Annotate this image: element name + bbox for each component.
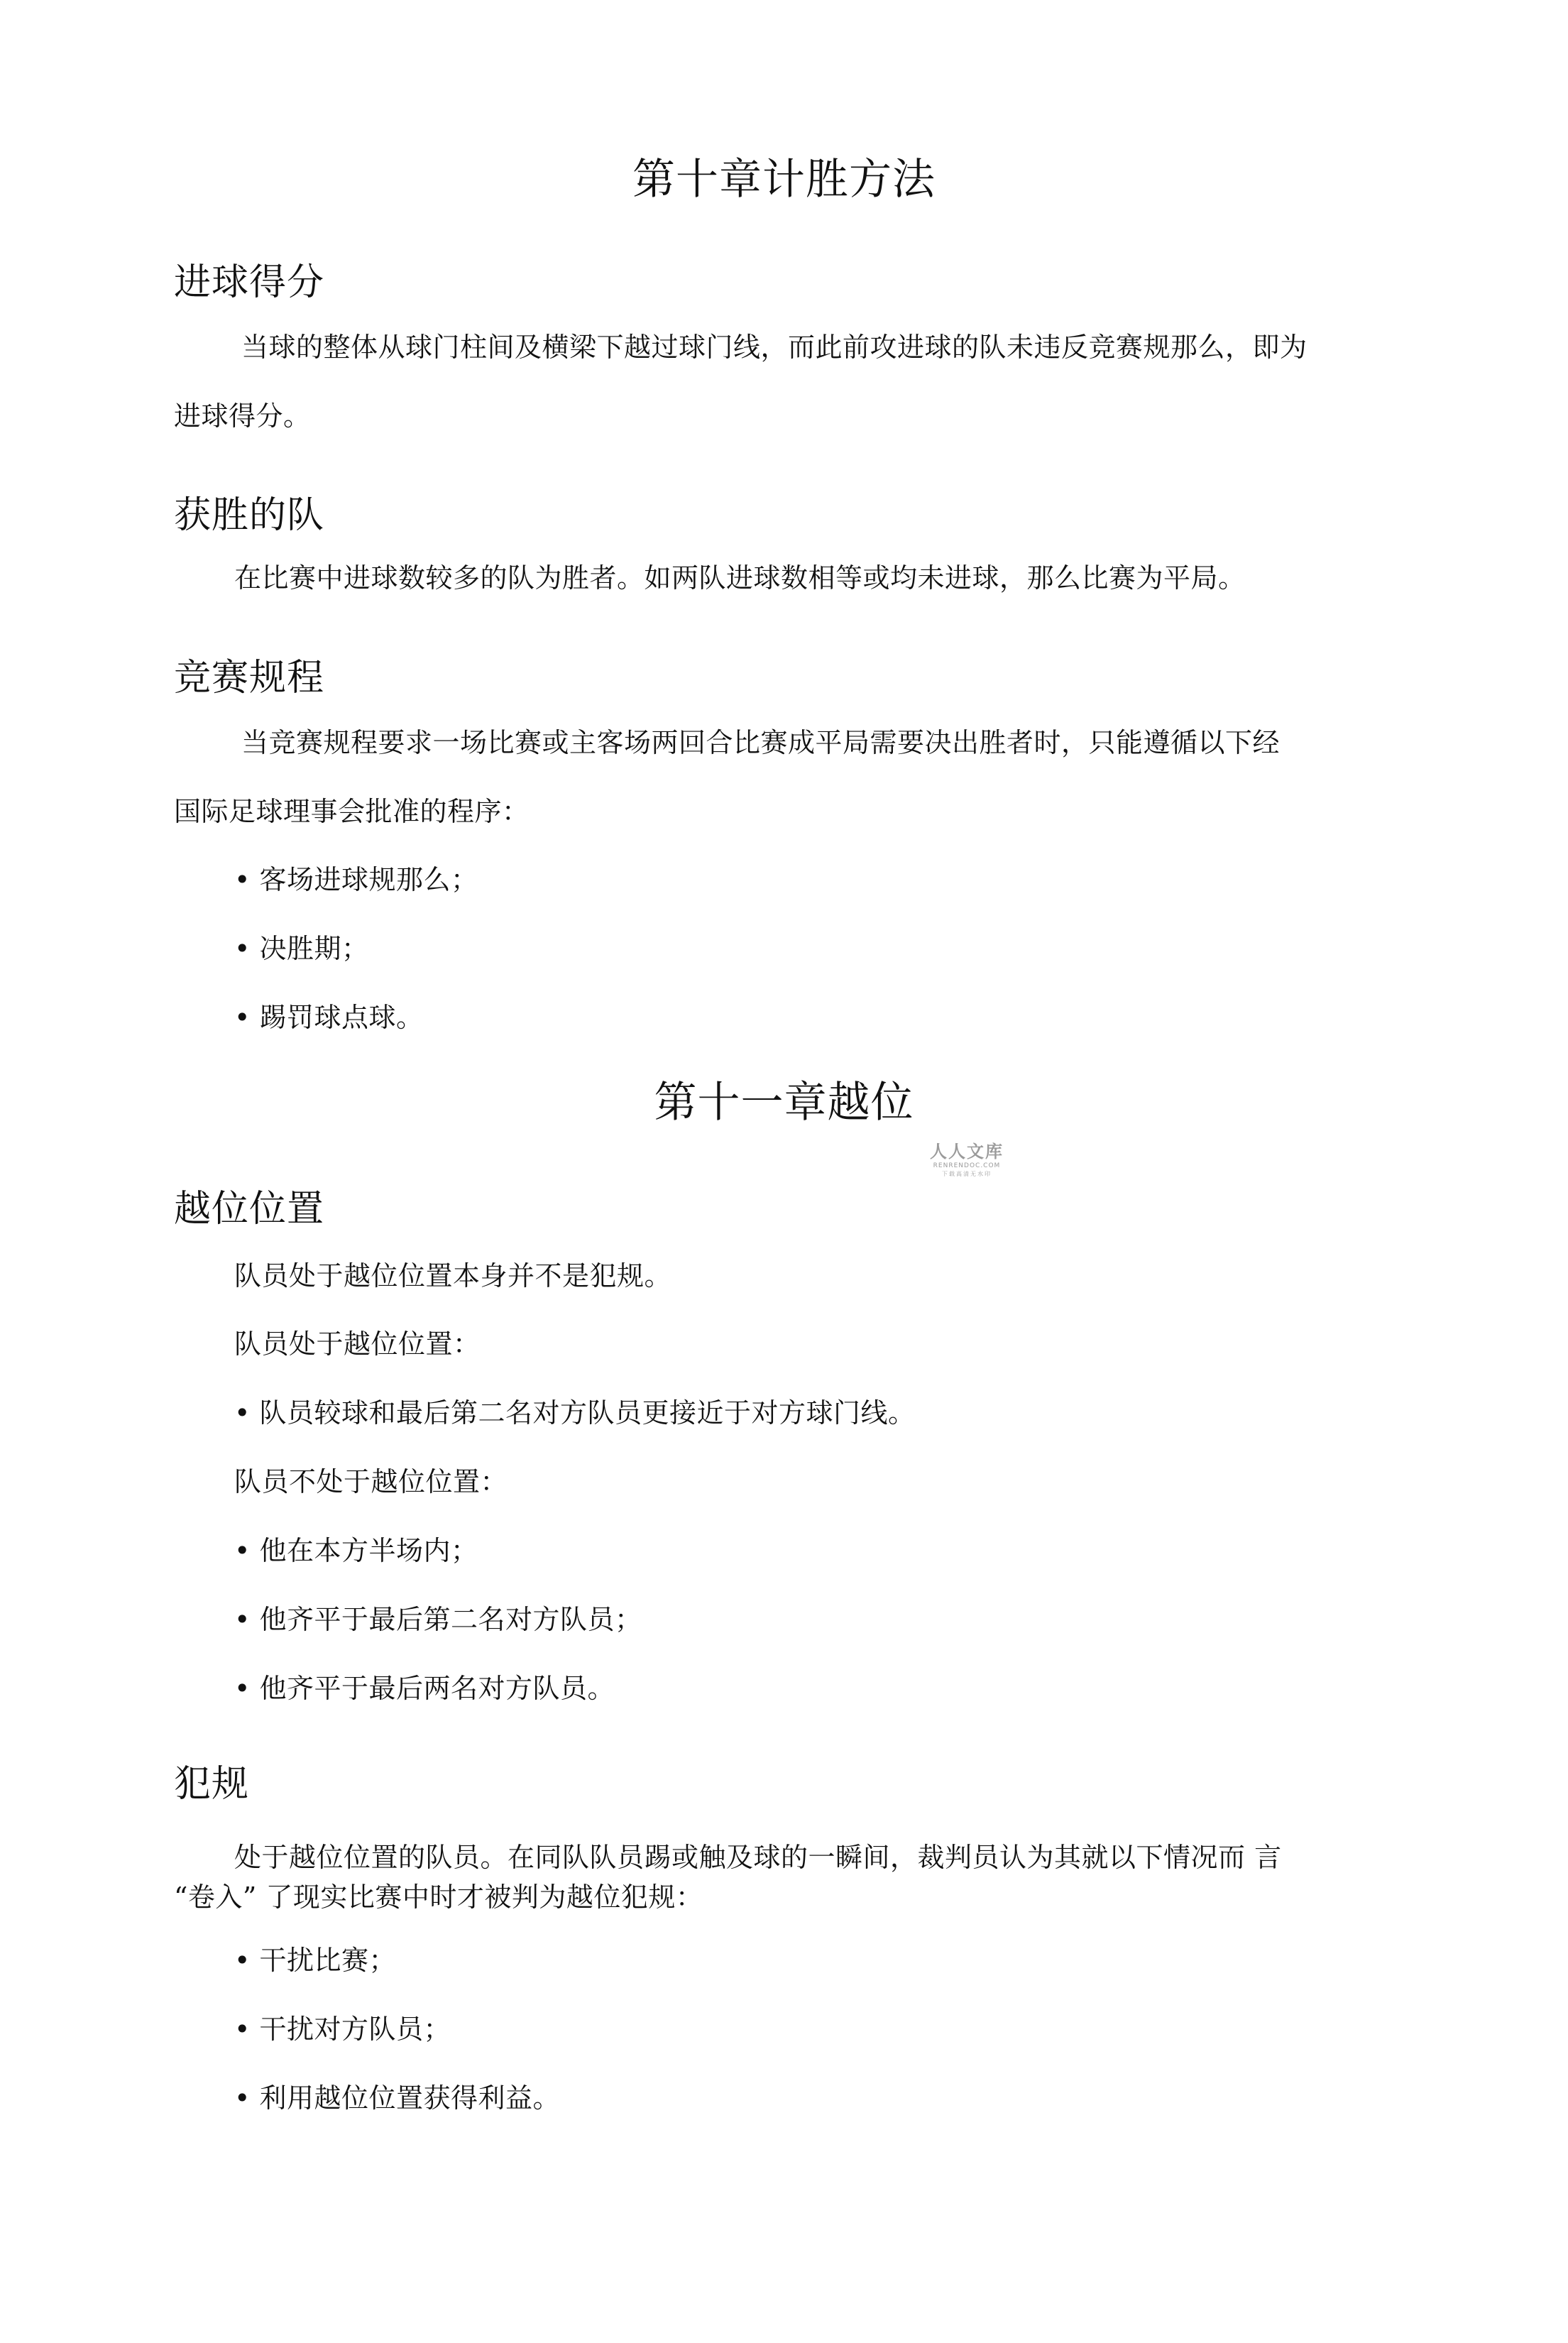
not-offside-bullet-1: • 他在本方半场内； — [234, 1535, 478, 1566]
winning-team-line-1: 在比赛中进球数较多的队为胜者。如两队进球数相等或均未进球，那么比赛为平局。 — [234, 562, 1246, 594]
watermark-sub2-text: 下载高清无水印 — [942, 1171, 992, 1177]
competition-rules-bullet-3: • 踢罚球点球。 — [234, 1002, 424, 1033]
offence-line-2: “卷入” 了现实比赛中时才被判为越位犯规： — [174, 1882, 703, 1913]
not-offside-bullet-3: • 他齐平于最后两名对方队员。 — [234, 1673, 615, 1704]
competition-rules-bullet-1: • 客场进球规那么； — [234, 864, 478, 895]
section-offside-position-heading: 越位位置 — [174, 1188, 325, 1230]
watermark-logo — [910, 1142, 1024, 1178]
offence-bullet-1: • 干扰比赛； — [234, 1945, 396, 1976]
competition-rules-bullet-2: • 决胜期； — [234, 933, 369, 964]
competition-rules-line-2: 国际足球理事会批准的程序： — [174, 796, 530, 827]
offence-line-1: 处于越位位置的队员。在同队队员踢或触及球的一瞬间，裁判员认为其就以下情况而 言 — [234, 1842, 1282, 1873]
watermark-main-text: 人人文库 — [930, 1142, 1004, 1162]
section-offence-heading: 犯规 — [174, 1763, 250, 1806]
offence-bullet-3: • 利用越位位置获得利益。 — [234, 2082, 560, 2114]
offside-position-bullet-closer: • 队员较球和最后第二名对方队员更接近于对方球门线。 — [234, 1397, 916, 1429]
offside-position-para-1: 队员处于越位位置本身并不是犯规。 — [234, 1260, 672, 1291]
offside-position-para-2: 队员处于越位位置： — [234, 1328, 481, 1360]
chapter-10-title: 第十章计胜方法 — [632, 155, 936, 204]
section-winning-team-heading: 获胜的队 — [174, 494, 325, 537]
chapter-11-title: 第十一章越位 — [654, 1078, 914, 1127]
watermark-sub-text: RENRENDOC.COM — [933, 1162, 1001, 1169]
competition-rules-line-1: 当竞赛规程要求一场比赛或主客场两回合比赛成平局需要决出胜者时，只能遵循以下经 — [241, 727, 1281, 758]
offence-bullet-2: • 干扰对方队员； — [234, 2014, 451, 2045]
goal-scored-line-2: 进球得分。 — [174, 400, 311, 432]
not-offside-bullet-2: • 他齐平于最后第二名对方队员； — [234, 1604, 642, 1635]
section-goal-scored-heading: 进球得分 — [174, 261, 325, 304]
goal-scored-line-1: 当球的整体从球门柱间及横梁下越过球门线，而此前攻进球的队未违反竞赛规那么，即为 — [241, 332, 1307, 363]
offside-position-para-3: 队员不处于越位位置： — [234, 1466, 508, 1497]
section-competition-rules-heading: 竞赛规程 — [174, 657, 325, 699]
